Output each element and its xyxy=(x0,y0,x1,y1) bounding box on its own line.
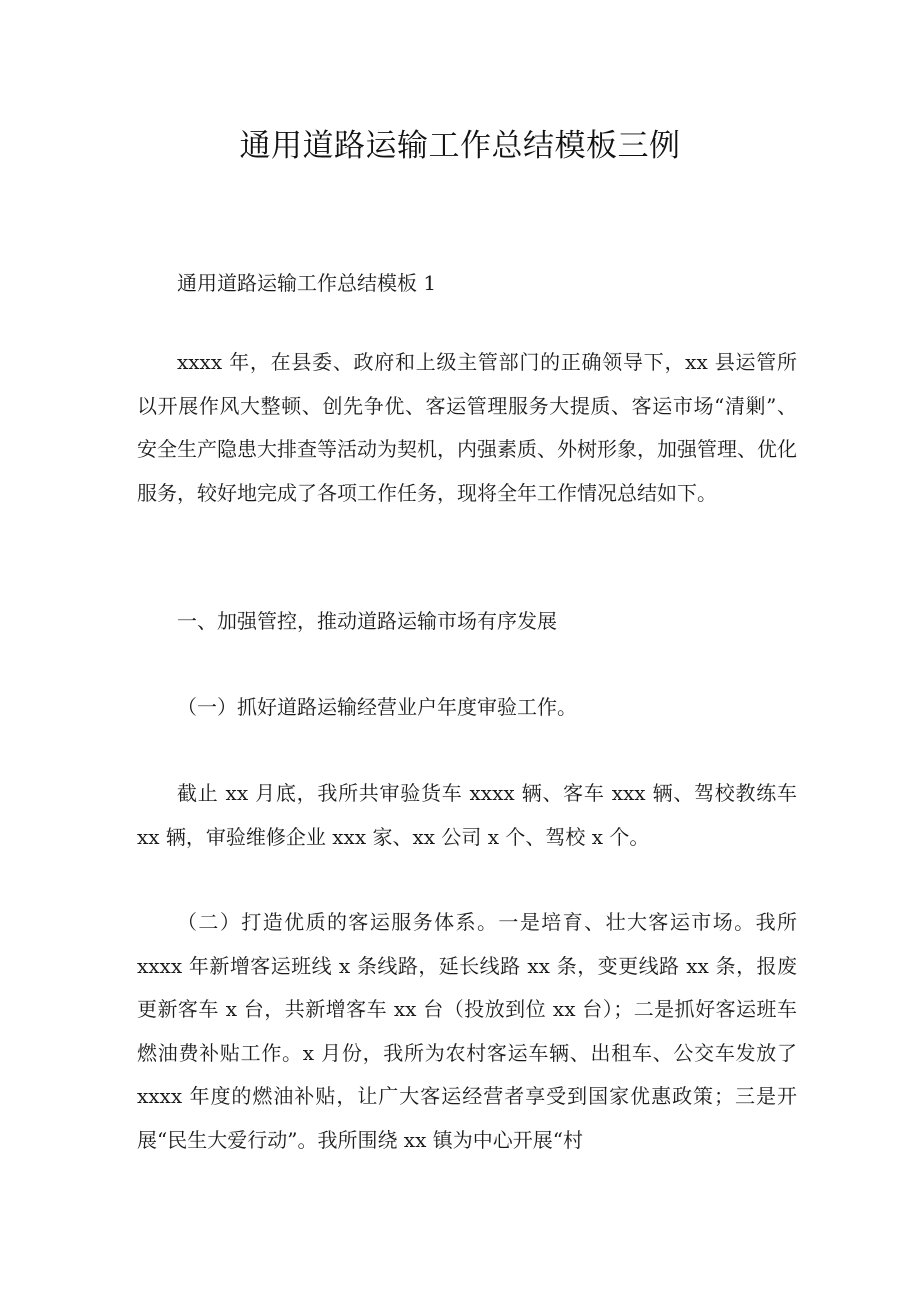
section-1-2-paragraph: （二）打造优质的客运服务体系。一是培育、壮大客运市场。我所 xxxx 年新增客运班线 x 条线路，延长线路 xx 条，变更线路 xx 条，报废更新客车 x 台，共新增客车 xx 台（投放到位 xx 台）；二是抓好客运班车燃油费补贴工作。x 月份，我所为农村客运车辆、出租车、公交车发放了 xxxx 年度的燃油补贴，让广大客运经营者享受到国家优惠政策；三是开展“民生大爱行动”。我所围绕 xx 镇为中心开展“村 xyxy=(137,910,797,1152)
section-1-1-paragraph: 截止 xx 月底，我所共审验货车 xxxx 辆、客车 xxx 辆、驾校教练车 xx 辆，审验维修企业 xxx 家、xx 公司 x 个、驾校 x 个。 xyxy=(137,781,797,849)
document-subtitle: 通用道路运输工作总结模板 1 xyxy=(177,271,437,295)
document-title: 通用道路运输工作总结模板三例 xyxy=(239,128,681,164)
section-1-1-heading: （一）抓好道路运输经营业户年度审验工作。 xyxy=(177,695,577,719)
intro-paragraph: xxxx 年，在县委、政府和上级主管部门的正确领导下，xx 县运管所以开展作风大整顿、创先争优、客运管理服务大提质、客运市场“清剿”、安全生产隐患大排查等活动为契机，内强素质、外树形象，加强管理、优化服务，较好地完成了各项工作任务，现将全年工作情况总结如下。 xyxy=(137,350,797,505)
section-1-heading: 一、加强管控，推动道路运输市场有序发展 xyxy=(177,609,557,633)
